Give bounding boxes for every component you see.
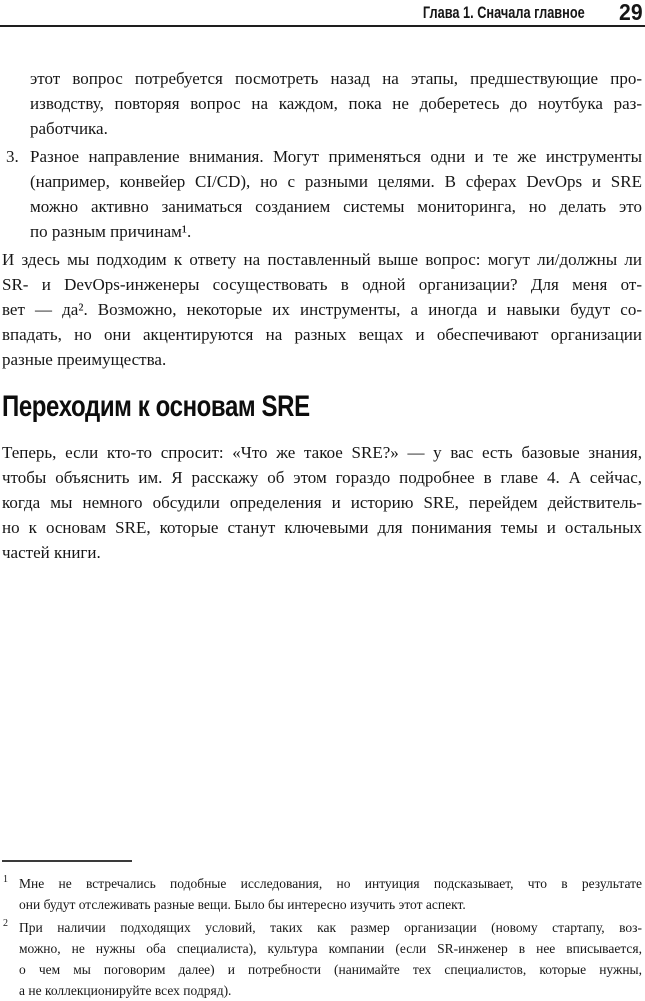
- text-line: Мне не встречались подобные исследования, но интуиция подсказывает, что в результате: [19, 876, 642, 891]
- text-line: а не коллекционируйте всех подряд).: [19, 983, 232, 998]
- text-line: о чем мы поговорим далее) и потребности (нанимайте тех специалистов, которые нужны,: [19, 962, 642, 977]
- page-number: 29: [619, 0, 643, 25]
- list-item-number: 3.: [6, 147, 19, 166]
- text-line: можно, не нужны оба специалиста), культура компании (если SR-инженер в нее вписывается,: [19, 941, 642, 956]
- text-line: разные преимущества.: [2, 350, 167, 369]
- text-line: но к основам SRE, которые станут ключевыми для понимания темы и остальных: [2, 518, 642, 537]
- text-line: чтобы объяснить им. Я расскажу об этом гораздо подробнее в главе 4. А сейчас,: [2, 468, 642, 487]
- text-line: когда мы немного обсудили определения и историю SRE, перейдем действитель-: [2, 493, 642, 512]
- paragraph: [2, 440, 642, 565]
- text-line: SR- и DevOps-инженеры сосуществовать в одной организации? Для меня от-: [2, 275, 642, 294]
- footnote-marker: 2: [3, 918, 8, 929]
- paragraph: [2, 247, 642, 372]
- page-body: [2, 66, 642, 565]
- list-item-continuation: [2, 66, 642, 141]
- text-line: впадать, но они акцентируются на разных вещах и обеспечивают организации: [2, 325, 642, 344]
- section-heading: Переходим к основам SRE: [2, 390, 310, 423]
- text-line: И здесь мы подходим к ответу на поставленный выше вопрос: могут ли/должны ли: [2, 250, 642, 269]
- running-header: [0, 0, 645, 27]
- footnote-divider: [2, 860, 132, 862]
- text-line: (например, конвейер CI/CD), но с разными целями. В сферах DevOps и SRE: [30, 172, 642, 191]
- list-item-3: [2, 144, 642, 244]
- text-line: этот вопрос потребуется посмотреть назад на этапы, предшествующие про-: [30, 69, 642, 88]
- footnote-2: [2, 917, 642, 1001]
- text-line: Теперь, если кто-то спросит: «Что же такое SRE?» — у вас есть базовые знания,: [2, 443, 642, 462]
- running-head-chapter-title: Глава 1. Сначала главное: [423, 3, 585, 22]
- footnotes-area: [2, 860, 642, 1001]
- text-line: они будут отслеживать разные вещи. Было бы интересно изучить этот аспект.: [19, 897, 466, 912]
- text-line: изводству, повторяя вопрос на каждом, пока не доберетесь до ноутбука раз-: [30, 94, 642, 113]
- text-line: по разным причинам¹.: [30, 222, 192, 241]
- text-line: вет — да². Возможно, некоторые их инструменты, а иногда и навыки будут со-: [2, 300, 642, 319]
- text-line: работчика.: [30, 119, 108, 138]
- text-line: При наличии подходящих условий, таких как размер организации (новому стартапу, воз-: [19, 920, 642, 935]
- footnote-marker: 1: [3, 874, 8, 885]
- footnote-1: [2, 873, 642, 915]
- text-line: частей книги.: [2, 543, 101, 562]
- text-line: можно активно заниматься созданием системы мониторинга, но делать это: [30, 197, 642, 216]
- text-line: Разное направление внимания. Могут применяться одни и те же инструменты: [30, 147, 642, 166]
